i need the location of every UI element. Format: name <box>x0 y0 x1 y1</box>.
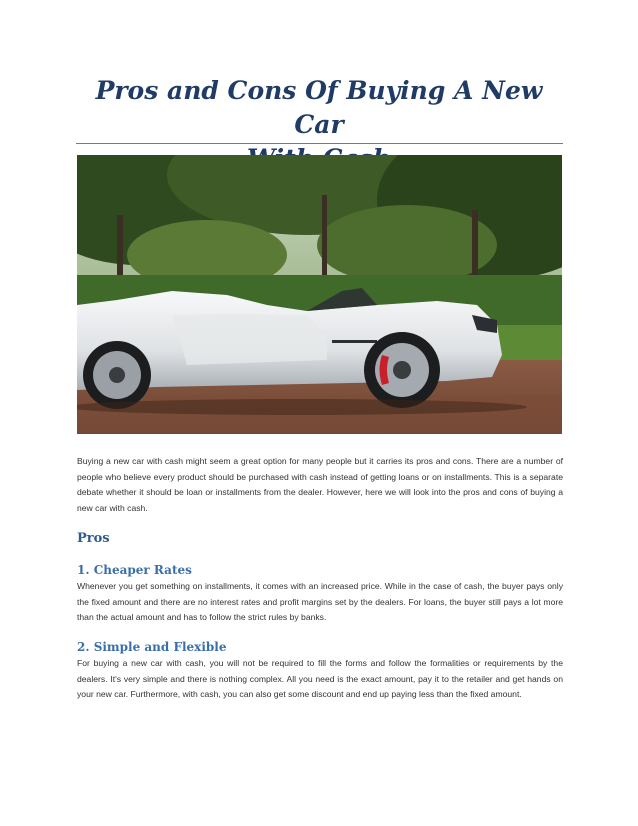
item-1-body: Whenever you get something on installments, it comes with an increased price. While in the case of cash, the buyer pays only the fixed amount and there are no interest rates and profit margins set by the dealers. For loans, the buyer still pays a lot more than the actual amount and has to follow the strict rules by banks. <box>77 581 563 623</box>
item-2-body: For buying a new car with cash, you will not be required to fill the forms and follow the formalities or requirements by the dealers. It's very simple and there is nothing complex. All you need is the exact amount, pay it to the retailer and get hands on your new car. Furthermore, with cash, you can also get some discount and end up paying less than the fixed amount. <box>77 658 563 700</box>
article-title-line-1: Pros and Cons Of Buying A New Car <box>95 76 543 139</box>
pros-heading: Pros <box>77 531 110 546</box>
item-2-heading: 2. Simple and Flexible <box>77 640 227 654</box>
intro-paragraph: Buying a new car with cash might seem a great option for many people but it carries its pros and cons. There are a number of people who believe every product should be purchased with cash instead of getting loans or on installments. This is a separate debate whether it should be loan or installments from the dealer. However, here we will look into the pros and cons of buying a new car with cash. <box>77 456 563 513</box>
car-photo <box>77 155 562 434</box>
title-divider <box>76 143 563 144</box>
item-1-heading: 1. Cheaper Rates <box>77 563 192 577</box>
